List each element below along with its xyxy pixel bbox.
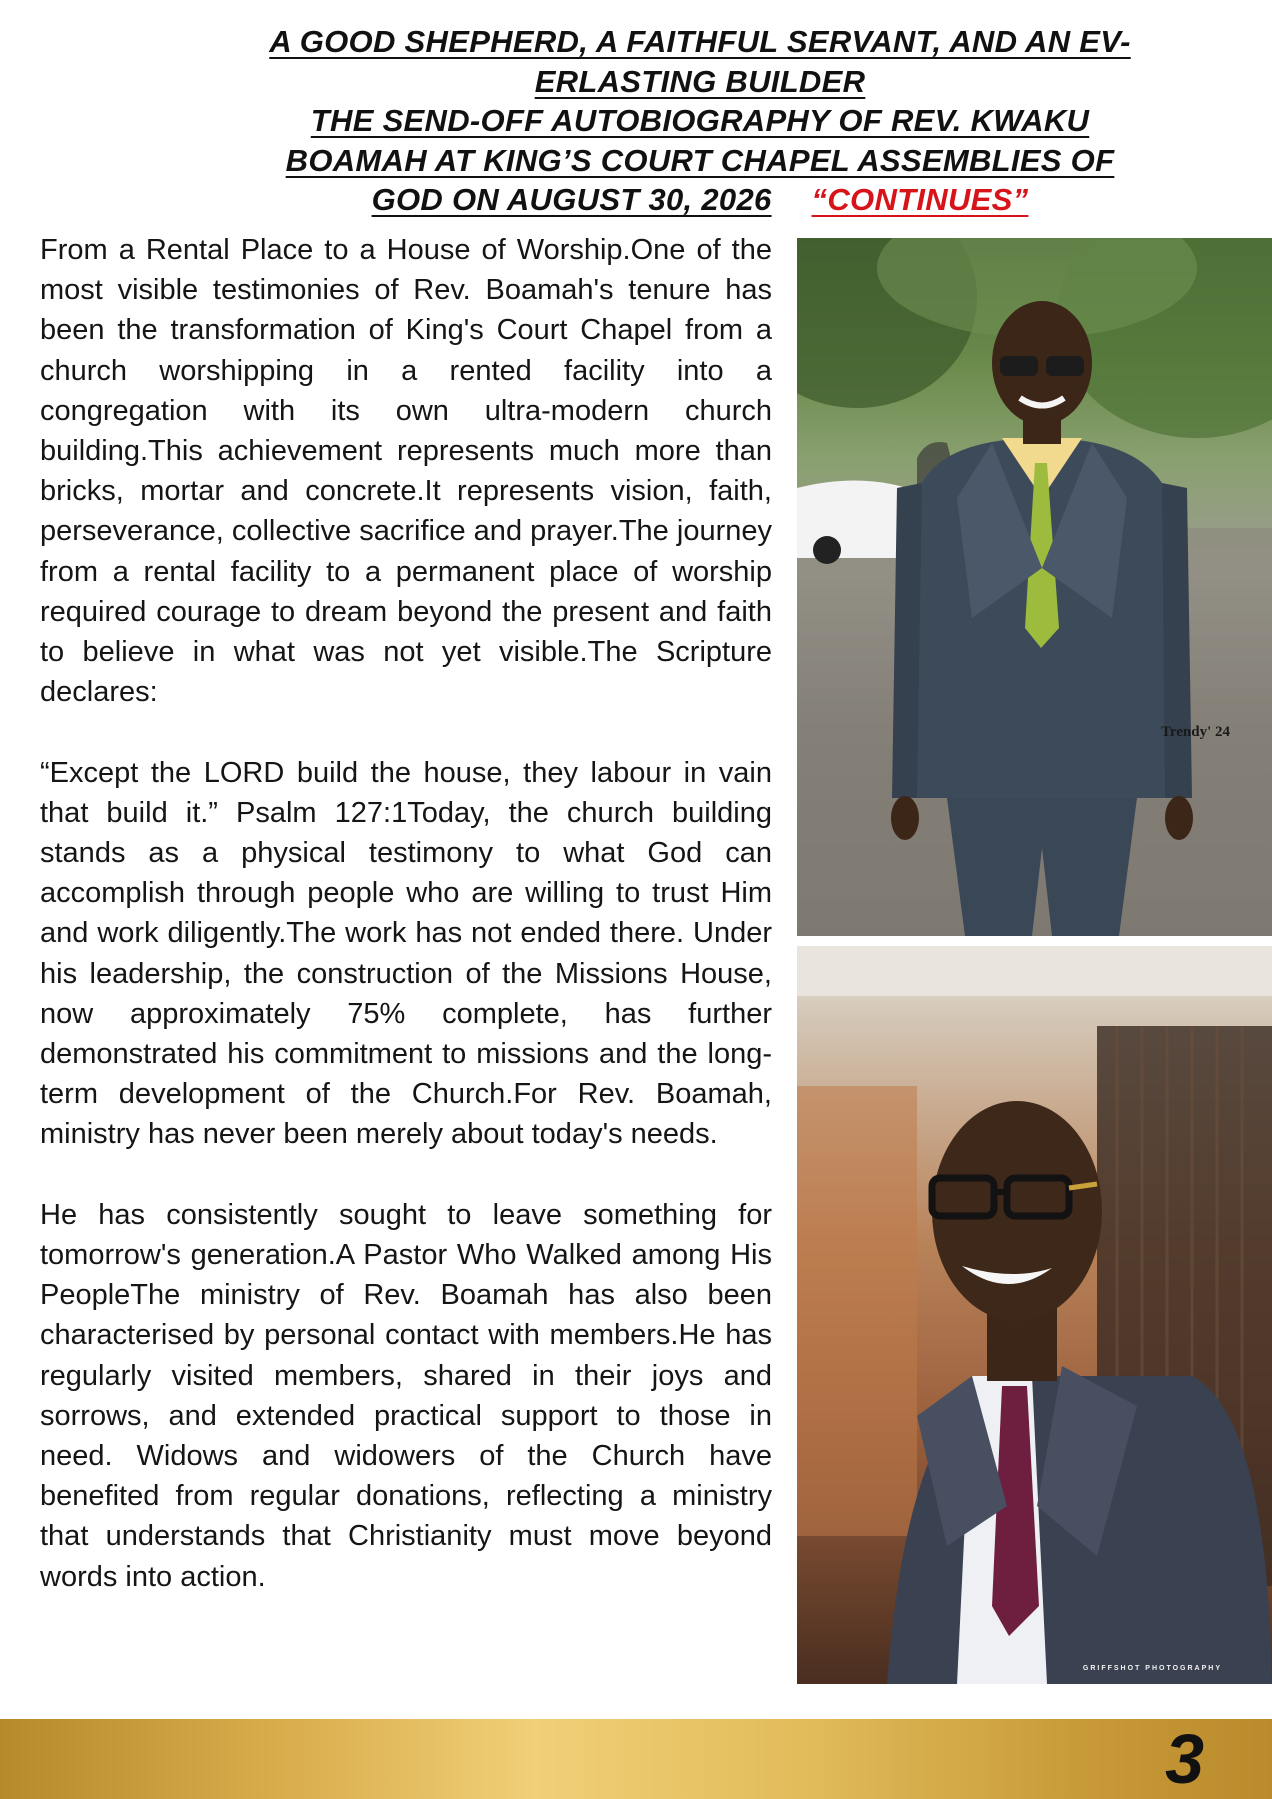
article-body <box>40 230 772 1597</box>
portrait-smiling-illustration <box>797 946 1272 1684</box>
portrait-standing-illustration <box>797 238 1272 936</box>
portrait-photo-smiling <box>797 946 1272 1684</box>
subtitle-line-3: GOD ON AUGUST 30, 2026 <box>371 182 772 217</box>
page-number: 3 <box>1165 1720 1204 1798</box>
paragraph-2: “Except the LORD build the house, they labour in vain that build it.” Psalm 127:1Today, the church building stands as a physical testimony to what God can accomplish through people who are willing to trust Him and work diligently.The work has not ended there. Under his leadership, the construction of the Missions House, now approximately 75% complete, has further demonstrated his commitment to missions and the long-term development of the Church.For Rev. Boamah, ministry has never been merely about today's needs. <box>40 756 772 1151</box>
article-title <box>190 22 1210 220</box>
title-line-1: A GOOD SHEPHERD, A FAITHFUL SERVANT, AND AN EV- <box>269 24 1131 59</box>
photo-credit-trendy: Trendy' 24 <box>1160 724 1230 740</box>
subtitle-line-1: THE SEND-OFF AUTOBIOGRAPHY OF REV. KWAKU <box>310 103 1090 138</box>
subtitle-line-2: BOAMAH AT KING’S COURT CHAPEL ASSEMBLIES OF <box>285 142 1115 178</box>
portrait-photo-standing <box>797 238 1272 936</box>
paragraph-1: From a Rental Place to a House of Worship.One of the most visible testimonies of Rev. Boamah's tenure has been the transformation of King's Court Chapel from a church worshipping in a rented facility into a congregation with its own ultra-modern church building.This achievement represents much more than bricks, mortar and concrete.It represents vision, faith, perseverance, collective sacrifice and prayer.The journey from a rental facility to a permanent place of worship required courage to dream beyond the present and faith to believe in what was not yet visible.The Scripture declares: <box>40 234 772 709</box>
paragraph-3: He has consistently sought to leave something for tomorrow's generation.A Pastor Who Walked among His PeopleThe ministry of Rev. Boamah has also been characterised by personal contact with members.He has regularly visited members, shared in their joys and sorrows, and extended practical support to those in need. Widows and widowers of the Church have benefited from regular donations, reflecting a ministry that understands that Christianity must move beyond words into action. <box>40 1198 772 1593</box>
continues-label: “CONTINUES” <box>811 182 1029 217</box>
title-line-2: ERLASTING BUILDER <box>534 63 866 99</box>
footer-band <box>0 1719 1272 1799</box>
photo-credit-griffshot: GRIFFSHOT PHOTOGRAPHY <box>1082 1665 1222 1672</box>
